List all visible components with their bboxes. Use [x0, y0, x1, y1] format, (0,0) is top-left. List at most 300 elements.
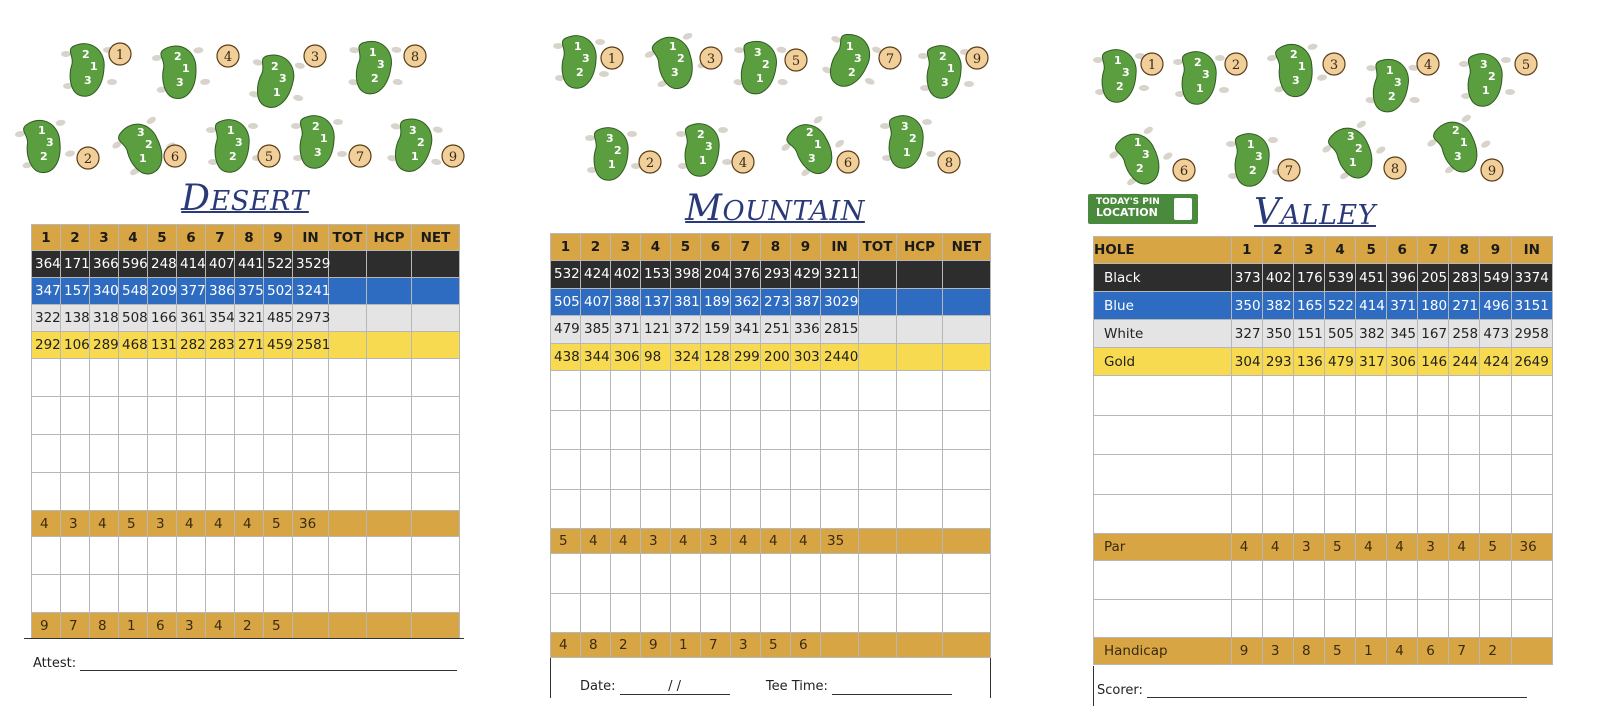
- score-entry-cell[interactable]: [177, 359, 206, 397]
- yardage-cell: 2649: [1511, 348, 1553, 376]
- score-entry-cell[interactable]: [791, 371, 821, 411]
- par-cell: 4: [791, 529, 821, 554]
- score-entry-cell[interactable]: [119, 435, 148, 473]
- score-entry-cell[interactable]: [761, 554, 791, 594]
- score-entry-cell[interactable]: [581, 554, 611, 594]
- score-entry-cell[interactable]: [1356, 415, 1387, 455]
- score-entry-cell[interactable]: [581, 593, 611, 633]
- score-entry-cell[interactable]: [61, 473, 90, 511]
- score-entry-cell[interactable]: [611, 450, 641, 490]
- score-entry-cell[interactable]: [32, 575, 61, 613]
- score-entry-cell[interactable]: [611, 371, 641, 411]
- header-cell: 6: [701, 234, 731, 261]
- score-entry-cell[interactable]: [329, 537, 367, 575]
- score-entry-cell[interactable]: [611, 554, 641, 594]
- score-entry-cell[interactable]: [1418, 415, 1449, 455]
- score-entry-cell[interactable]: [235, 435, 264, 473]
- yardage-cell: 459: [264, 332, 293, 359]
- score-entry-cell[interactable]: [671, 371, 701, 411]
- score-entry-cell[interactable]: [1356, 599, 1387, 638]
- score-entry-cell[interactable]: [1449, 376, 1480, 416]
- yardage-cell: 549: [1480, 264, 1511, 292]
- score-entry-cell[interactable]: [367, 359, 412, 397]
- player-score-row[interactable]: [551, 371, 991, 411]
- yardage-cell: 138: [61, 305, 90, 332]
- score-entry-cell[interactable]: [1356, 494, 1387, 534]
- score-entry-cell[interactable]: [1356, 376, 1387, 416]
- score-entry-cell[interactable]: [1293, 455, 1324, 495]
- hole-number-text: 6: [843, 156, 853, 171]
- score-entry-cell[interactable]: [293, 359, 329, 397]
- yardage-cell: 387: [791, 288, 821, 316]
- score-entry-cell[interactable]: [791, 593, 821, 633]
- hole-number-text: 5: [791, 54, 801, 69]
- score-entry-cell[interactable]: [731, 450, 761, 490]
- score-entry-cell[interactable]: [671, 554, 701, 594]
- score-entry-cell[interactable]: [671, 593, 701, 633]
- par-row: [1094, 534, 1553, 561]
- pin-position-number: 3: [235, 136, 243, 149]
- score-entry-cell[interactable]: [1418, 376, 1449, 416]
- score-entry-cell[interactable]: [1480, 494, 1511, 534]
- score-entry-cell[interactable]: [264, 473, 293, 511]
- score-entry-cell[interactable]: [731, 410, 761, 450]
- score-entry-cell[interactable]: [1387, 599, 1418, 638]
- score-entry-cell[interactable]: [177, 473, 206, 511]
- score-entry-cell[interactable]: [412, 359, 460, 397]
- score-entry-cell[interactable]: [61, 537, 90, 575]
- yardage-cell: 283: [1449, 264, 1480, 292]
- score-entry-cell[interactable]: [1511, 376, 1553, 416]
- score-entry-cell[interactable]: [1418, 455, 1449, 495]
- score-entry-cell[interactable]: [821, 371, 859, 411]
- score-entry-cell[interactable]: [641, 450, 671, 490]
- score-entry-cell[interactable]: [32, 473, 61, 511]
- score-entry-cell[interactable]: [1262, 494, 1293, 534]
- handicap-cell: 5: [1325, 638, 1356, 665]
- score-entry-cell[interactable]: [821, 554, 859, 594]
- score-entry-cell[interactable]: [119, 575, 148, 613]
- player-score-row[interactable]: [1094, 561, 1553, 600]
- player-score-row[interactable]: [32, 575, 460, 613]
- score-entry-cell[interactable]: [897, 593, 943, 633]
- header-cell: IN: [293, 225, 329, 251]
- player-score-row[interactable]: [551, 489, 991, 529]
- score-entry-cell[interactable]: [293, 397, 329, 435]
- score-entry-cell[interactable]: [1511, 561, 1553, 600]
- pin-position-number: 3: [582, 52, 590, 65]
- score-entry-cell[interactable]: [329, 435, 367, 473]
- score-entry-cell[interactable]: [821, 489, 859, 529]
- score-entry-cell[interactable]: [1094, 455, 1232, 495]
- score-entry-cell[interactable]: [671, 410, 701, 450]
- score-entry-cell[interactable]: [367, 397, 412, 435]
- score-entry-cell[interactable]: [701, 410, 731, 450]
- empty-cell: [412, 511, 460, 537]
- score-entry-cell[interactable]: [293, 575, 329, 613]
- score-entry-cell[interactable]: [701, 450, 731, 490]
- pin-position-number: 2: [82, 48, 90, 61]
- score-entry-cell[interactable]: [90, 435, 119, 473]
- score-entry-cell[interactable]: [1094, 494, 1232, 534]
- player-score-row[interactable]: [1094, 376, 1553, 416]
- score-entry-cell[interactable]: [611, 593, 641, 633]
- score-entry-cell[interactable]: [1387, 376, 1418, 416]
- score-entry-cell[interactable]: [1231, 415, 1262, 455]
- score-entry-cell[interactable]: [581, 489, 611, 529]
- score-entry-cell[interactable]: [641, 410, 671, 450]
- player-score-row[interactable]: [1094, 455, 1553, 495]
- pin-position-number: 1: [1196, 82, 1204, 95]
- pin-position-number: 1: [1460, 136, 1468, 149]
- score-entry-cell[interactable]: [61, 575, 90, 613]
- player-score-row[interactable]: [32, 537, 460, 575]
- score-entry-cell[interactable]: [551, 371, 581, 411]
- empty-cell: [329, 613, 367, 639]
- score-entry-cell[interactable]: [791, 554, 821, 594]
- score-entry-cell[interactable]: [90, 473, 119, 511]
- score-entry-cell[interactable]: [1480, 599, 1511, 638]
- score-entry-cell[interactable]: [1449, 455, 1480, 495]
- par-cell: 4: [731, 529, 761, 554]
- hole-number-text: 3: [310, 50, 320, 65]
- score-entry-cell[interactable]: [791, 450, 821, 490]
- pin-position-number: 1: [1114, 54, 1122, 67]
- score-entry-cell[interactable]: [206, 537, 235, 575]
- header-row: [551, 234, 991, 261]
- desert-bottom-rule: [24, 638, 464, 639]
- par-cell: 4: [235, 511, 264, 537]
- score-entry-cell[interactable]: [1293, 599, 1324, 638]
- score-entry-cell[interactable]: [1356, 561, 1387, 600]
- score-entry-cell[interactable]: [551, 450, 581, 490]
- yardage-cell: 303: [791, 343, 821, 371]
- empty-cell: [367, 305, 412, 332]
- score-entry-cell[interactable]: [90, 397, 119, 435]
- score-entry-cell[interactable]: [235, 575, 264, 613]
- score-entry-cell[interactable]: [859, 371, 897, 411]
- score-entry-cell[interactable]: [412, 473, 460, 511]
- score-entry-cell[interactable]: [206, 397, 235, 435]
- hole-number-text: 7: [355, 150, 365, 165]
- score-entry-cell[interactable]: [1262, 415, 1293, 455]
- score-entry-cell[interactable]: [32, 435, 61, 473]
- score-entry-cell[interactable]: [119, 473, 148, 511]
- player-score-row[interactable]: [1094, 494, 1553, 534]
- score-entry-cell[interactable]: [1418, 599, 1449, 638]
- score-entry-cell[interactable]: [61, 397, 90, 435]
- yardage-cell: 381: [671, 288, 701, 316]
- score-entry-cell[interactable]: [119, 397, 148, 435]
- score-entry-cell[interactable]: [148, 435, 177, 473]
- score-entry-cell[interactable]: [367, 473, 412, 511]
- score-entry-cell[interactable]: [177, 435, 206, 473]
- score-entry-cell[interactable]: [1262, 599, 1293, 638]
- score-entry-cell[interactable]: [148, 473, 177, 511]
- score-entry-cell[interactable]: [551, 489, 581, 529]
- score-entry-cell[interactable]: [731, 593, 761, 633]
- score-entry-cell[interactable]: [943, 593, 991, 633]
- score-entry-cell[interactable]: [1480, 376, 1511, 416]
- score-entry-cell[interactable]: [943, 489, 991, 529]
- score-entry-cell[interactable]: [761, 489, 791, 529]
- score-entry-cell[interactable]: [1293, 494, 1324, 534]
- score-entry-cell[interactable]: [293, 473, 329, 511]
- score-entry-cell[interactable]: [329, 473, 367, 511]
- score-entry-cell[interactable]: [897, 371, 943, 411]
- par-cell: 3: [1418, 534, 1449, 561]
- yardage-cell: 2581: [293, 332, 329, 359]
- empty-cell: [329, 251, 367, 278]
- score-entry-cell[interactable]: [1094, 561, 1232, 600]
- score-entry-cell[interactable]: [1094, 599, 1232, 638]
- score-entry-cell[interactable]: [32, 397, 61, 435]
- score-entry-cell[interactable]: [61, 359, 90, 397]
- score-entry-cell[interactable]: [32, 537, 61, 575]
- pin-position-number: 2: [677, 52, 685, 65]
- score-entry-cell[interactable]: [1325, 599, 1356, 638]
- score-entry-cell[interactable]: [641, 593, 671, 633]
- yardage-cell: 414: [177, 251, 206, 278]
- score-entry-cell[interactable]: [367, 435, 412, 473]
- score-entry-cell[interactable]: [1387, 494, 1418, 534]
- score-entry-cell[interactable]: [1325, 455, 1356, 495]
- score-entry-cell[interactable]: [1511, 415, 1553, 455]
- score-entry-cell[interactable]: [32, 359, 61, 397]
- score-entry-cell[interactable]: [235, 359, 264, 397]
- score-entry-cell[interactable]: [943, 410, 991, 450]
- score-entry-cell[interactable]: [329, 575, 367, 613]
- score-entry-cell[interactable]: [329, 397, 367, 435]
- pin-position-number: 3: [1454, 150, 1462, 163]
- score-entry-cell[interactable]: [821, 410, 859, 450]
- player-score-row[interactable]: [1094, 599, 1553, 638]
- player-score-row[interactable]: [32, 359, 460, 397]
- score-entry-cell[interactable]: [1387, 415, 1418, 455]
- score-entry-cell[interactable]: [206, 575, 235, 613]
- score-entry-cell[interactable]: [731, 489, 761, 529]
- desert-attest-line[interactable]: [33, 656, 457, 671]
- score-entry-cell[interactable]: [235, 397, 264, 435]
- score-entry-cell[interactable]: [90, 575, 119, 613]
- score-entry-cell[interactable]: [611, 410, 641, 450]
- score-entry-cell[interactable]: [1511, 455, 1553, 495]
- player-score-row[interactable]: [1094, 415, 1553, 455]
- score-entry-cell[interactable]: [177, 397, 206, 435]
- score-entry-cell[interactable]: [611, 489, 641, 529]
- score-entry-cell[interactable]: [1293, 561, 1324, 600]
- score-entry-cell[interactable]: [1325, 376, 1356, 416]
- score-entry-cell[interactable]: [943, 450, 991, 490]
- score-entry-cell[interactable]: [897, 489, 943, 529]
- yardage-cell: 424: [1480, 348, 1511, 376]
- mountain-date-line[interactable]: [580, 679, 952, 695]
- score-entry-cell[interactable]: [761, 593, 791, 633]
- score-entry-cell[interactable]: [235, 537, 264, 575]
- score-entry-cell[interactable]: [1231, 455, 1262, 495]
- score-entry-cell[interactable]: [1262, 455, 1293, 495]
- score-entry-cell[interactable]: [551, 593, 581, 633]
- score-entry-cell[interactable]: [293, 537, 329, 575]
- pin-position-number: 2: [271, 60, 279, 73]
- pin-location-checkbox[interactable]: [1174, 198, 1192, 220]
- yardage-cell: 189: [701, 288, 731, 316]
- score-entry-cell[interactable]: [671, 489, 701, 529]
- score-entry-cell[interactable]: [412, 397, 460, 435]
- score-entry-cell[interactable]: [761, 371, 791, 411]
- yardage-cell: 496: [1480, 292, 1511, 320]
- score-entry-cell[interactable]: [551, 554, 581, 594]
- yardage-cell: 299: [731, 343, 761, 371]
- score-entry-cell[interactable]: [264, 537, 293, 575]
- score-entry-cell[interactable]: [412, 537, 460, 575]
- tee-time-field[interactable]: [832, 693, 952, 695]
- score-entry-cell[interactable]: [1325, 415, 1356, 455]
- score-entry-cell[interactable]: [367, 537, 412, 575]
- score-entry-cell[interactable]: [1094, 415, 1232, 455]
- score-entry-cell[interactable]: [1231, 561, 1262, 600]
- score-entry-cell[interactable]: [412, 575, 460, 613]
- score-entry-cell[interactable]: [1511, 599, 1553, 638]
- score-entry-cell[interactable]: [701, 593, 731, 633]
- score-entry-cell[interactable]: [551, 410, 581, 450]
- score-entry-cell[interactable]: [1480, 455, 1511, 495]
- score-entry-cell[interactable]: [148, 575, 177, 613]
- score-entry-cell[interactable]: [1418, 494, 1449, 534]
- score-entry-cell[interactable]: [859, 489, 897, 529]
- player-score-row[interactable]: [32, 397, 460, 435]
- score-entry-cell[interactable]: [1511, 494, 1553, 534]
- hole-number-text: 1: [115, 48, 125, 63]
- score-entry-cell[interactable]: [761, 450, 791, 490]
- valley-title: VALLEY: [1254, 192, 1376, 233]
- score-entry-cell[interactable]: [943, 371, 991, 411]
- score-entry-cell[interactable]: [264, 435, 293, 473]
- score-entry-cell[interactable]: [1480, 561, 1511, 600]
- score-entry-cell[interactable]: [1293, 415, 1324, 455]
- empty-cell: [367, 511, 412, 537]
- score-entry-cell[interactable]: [293, 435, 329, 473]
- score-entry-cell[interactable]: [641, 371, 671, 411]
- score-entry-cell[interactable]: [177, 537, 206, 575]
- score-entry-cell[interactable]: [859, 450, 897, 490]
- score-entry-cell[interactable]: [701, 554, 731, 594]
- score-entry-cell[interactable]: [731, 554, 761, 594]
- white-tee-row: [1094, 320, 1553, 348]
- pin-position-number: 1: [182, 62, 190, 75]
- empty-cell: [943, 633, 991, 658]
- score-entry-cell[interactable]: [1231, 599, 1262, 638]
- score-entry-cell[interactable]: [119, 537, 148, 575]
- score-entry-cell[interactable]: [1418, 561, 1449, 600]
- score-entry-cell[interactable]: [821, 450, 859, 490]
- score-entry-cell[interactable]: [897, 410, 943, 450]
- score-entry-cell[interactable]: [1094, 376, 1232, 416]
- score-entry-cell[interactable]: [148, 397, 177, 435]
- scorer-label: Scorer:: [1097, 683, 1143, 698]
- score-entry-cell[interactable]: [412, 435, 460, 473]
- valley-scorer-line[interactable]: [1097, 683, 1527, 698]
- score-entry-cell[interactable]: [641, 489, 671, 529]
- score-entry-cell[interactable]: [859, 410, 897, 450]
- score-entry-cell[interactable]: [701, 371, 731, 411]
- score-entry-cell[interactable]: [1231, 376, 1262, 416]
- score-entry-cell[interactable]: [1325, 494, 1356, 534]
- score-entry-cell[interactable]: [641, 554, 671, 594]
- pin-position-number: 2: [1290, 48, 1298, 61]
- player-score-row[interactable]: [551, 450, 991, 490]
- score-entry-cell[interactable]: [90, 359, 119, 397]
- score-entry-cell[interactable]: [1325, 561, 1356, 600]
- score-entry-cell[interactable]: [791, 410, 821, 450]
- score-entry-cell[interactable]: [1356, 455, 1387, 495]
- player-score-row[interactable]: [551, 554, 991, 594]
- score-entry-cell[interactable]: [581, 450, 611, 490]
- score-entry-cell[interactable]: [943, 554, 991, 594]
- score-entry-cell[interactable]: [235, 473, 264, 511]
- score-entry-cell[interactable]: [1262, 561, 1293, 600]
- score-entry-cell[interactable]: [264, 397, 293, 435]
- score-entry-cell[interactable]: [671, 450, 701, 490]
- score-entry-cell[interactable]: [731, 371, 761, 411]
- score-entry-cell[interactable]: [1449, 599, 1480, 638]
- date-field[interactable]: / /: [620, 679, 730, 695]
- yardage-cell: 364: [32, 251, 61, 278]
- score-entry-cell[interactable]: [897, 554, 943, 594]
- handicap-cell: 7: [701, 633, 731, 658]
- score-entry-cell[interactable]: [897, 450, 943, 490]
- score-entry-cell[interactable]: [329, 359, 367, 397]
- score-entry-cell[interactable]: [206, 359, 235, 397]
- score-entry-cell[interactable]: [1449, 494, 1480, 534]
- player-score-row[interactable]: [32, 473, 460, 511]
- score-entry-cell[interactable]: [264, 575, 293, 613]
- score-entry-cell[interactable]: [859, 554, 897, 594]
- player-score-row[interactable]: [32, 435, 460, 473]
- score-entry-cell[interactable]: [90, 537, 119, 575]
- score-entry-cell[interactable]: [206, 473, 235, 511]
- score-entry-cell[interactable]: [177, 575, 206, 613]
- score-entry-cell[interactable]: [1387, 455, 1418, 495]
- score-entry-cell[interactable]: [1480, 415, 1511, 455]
- score-entry-cell[interactable]: [367, 575, 412, 613]
- score-entry-cell[interactable]: [1231, 494, 1262, 534]
- header-cell: NET: [412, 225, 460, 251]
- score-entry-cell[interactable]: [761, 410, 791, 450]
- player-score-row[interactable]: [551, 410, 991, 450]
- score-entry-cell[interactable]: [1449, 415, 1480, 455]
- score-entry-cell[interactable]: [821, 593, 859, 633]
- player-score-row[interactable]: [551, 593, 991, 633]
- bunker-shape: [1219, 87, 1229, 93]
- score-entry-cell[interactable]: [264, 359, 293, 397]
- score-entry-cell[interactable]: [206, 435, 235, 473]
- score-entry-cell[interactable]: [119, 359, 148, 397]
- score-entry-cell[interactable]: [1449, 561, 1480, 600]
- score-entry-cell[interactable]: [1262, 376, 1293, 416]
- score-entry-cell[interactable]: [148, 537, 177, 575]
- score-entry-cell[interactable]: [1293, 376, 1324, 416]
- score-entry-cell[interactable]: [61, 435, 90, 473]
- score-entry-cell[interactable]: [581, 371, 611, 411]
- yardage-cell: 136: [1293, 348, 1324, 376]
- score-entry-cell[interactable]: [148, 359, 177, 397]
- score-entry-cell[interactable]: [581, 410, 611, 450]
- score-entry-cell[interactable]: [701, 489, 731, 529]
- score-entry-cell[interactable]: [859, 593, 897, 633]
- score-entry-cell[interactable]: [1387, 561, 1418, 600]
- score-entry-cell[interactable]: [791, 489, 821, 529]
